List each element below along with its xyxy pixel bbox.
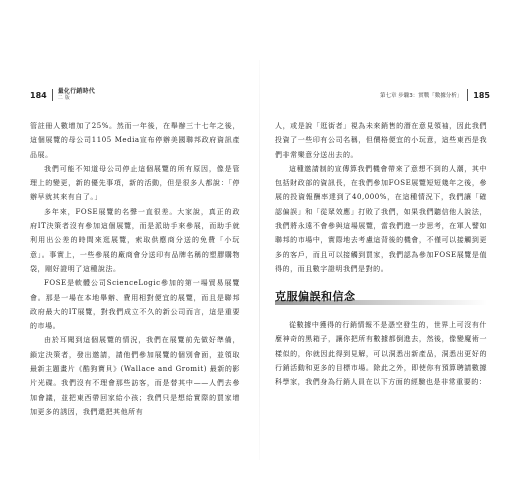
body-paragraph: 由於耳聞到這個展覽的情況，我們在展覽前先做好準備，鎖定決策者，發出邀請，請他們參加展覽的個別會面，並領取最新主題畫片《酷狗寶貝》(Wallace and Gromit) 最新的影片光碟。我們沒有不理會那些訪客，而是替其中——人們去參加會議，並把東西帶回家給小孩；我們只是想給實際的買家增加更多的誘因，我們還把其他所有 <box>30 336 240 416</box>
book-title: 量化行銷時代 <box>57 88 95 95</box>
right-page-number: 185 <box>473 90 490 100</box>
right-page-body-bottom <box>275 318 487 389</box>
body-paragraph: 人，或是說「逛街者」視為未來銷售的潛在意見領袖，因此我們投資了一些印有公司名稱，但價格便宜的小玩意，這些東西是我們非常樂意分送出去的。 <box>275 122 487 159</box>
book-title-block <box>58 88 95 102</box>
right-running-head <box>272 88 490 102</box>
chapter-title: 第七章 步驟3：實戰「數據分析」 <box>380 93 463 99</box>
book-edition: 二版 <box>57 95 72 101</box>
book-gutter <box>259 60 260 460</box>
section-heading <box>275 285 487 307</box>
body-paragraph: FOSE是軟體公司ScienceLogic參加的第一場貿易展覽會。那是一場在本地舉辦、費用相對便宜的展覽，而且是聯邦政府最大的IT展覽，對我們成立不久的新公司而言，這是重要的市場。 <box>30 279 240 331</box>
body-paragraph: 我們可能不知道母公司停止這個展覽的所有原因，像是管理上的變更，新的優先事項，新的活動，但是很多人都說：「停辦早就其來有自了。」 <box>30 164 240 202</box>
left-page-number: 184 <box>30 90 47 100</box>
right-page-body-top <box>275 119 487 276</box>
section-heading-text: 克服偏誤和信念 <box>275 290 356 303</box>
running-head-divider <box>467 89 468 101</box>
body-paragraph: 管註冊人數增加了25%。然而一年後，在舉辦三十七年之後，這個展覽的母公司1105 Media宣布停辦美國聯邦政府資訊產品展。 <box>30 122 240 159</box>
left-running-head <box>30 88 248 102</box>
body-paragraph: 這種邀請制的宣傳算我們機會帶來了意想不到的人潮，其中包括財政部的資訊長，在我們參加FOSE展覽短短幾年之後，參展的投資報酬率達到了40,000%，在這種情況下，我們讓「確認偏誤」和「從眾效應」打敗了我們，如果我們聽信他人說法，我們將永遠不會參與這場展覽，當我們進一步思考，在軍人譬如聯邦的市場中，實際地去考慮這背後的機會，不僅可以接觸到更多的客戶，而且可以接觸到買家，我們認為參加FOSE展覽是值得的，而且數字證明我們是對的。 <box>275 164 487 273</box>
running-head-divider <box>52 89 53 101</box>
body-paragraph: 從數據中獲得的行銷情報不是憑空發生的，世界上可沒有什麼神奇的黑箱子，讓你把所有數據都倒進去，然後，像變魔術一樣似的，你就因此得到見解，可以洞悉出新產品，洞悉出更好的行銷活動和更多的目標市場。除此之外，即使你有預算聘請數據科學家，我們身為行銷人員在以下方面的經驗也是非常重要的： <box>275 321 487 387</box>
left-page-body <box>30 119 240 419</box>
body-paragraph: 多年來，FOSE展覽的名聲一直很差。大家說，真正的政府IT決策者沒有參加這個展覽，而是派助手來參展，而助手就利用出公差的時間來逛展覽，索取供應商分送的免費「小玩意」。事實上，一些參展的廠商會分送印有品牌名稱的塑膠購物袋，剛好證明了這種說法。 <box>30 207 240 273</box>
